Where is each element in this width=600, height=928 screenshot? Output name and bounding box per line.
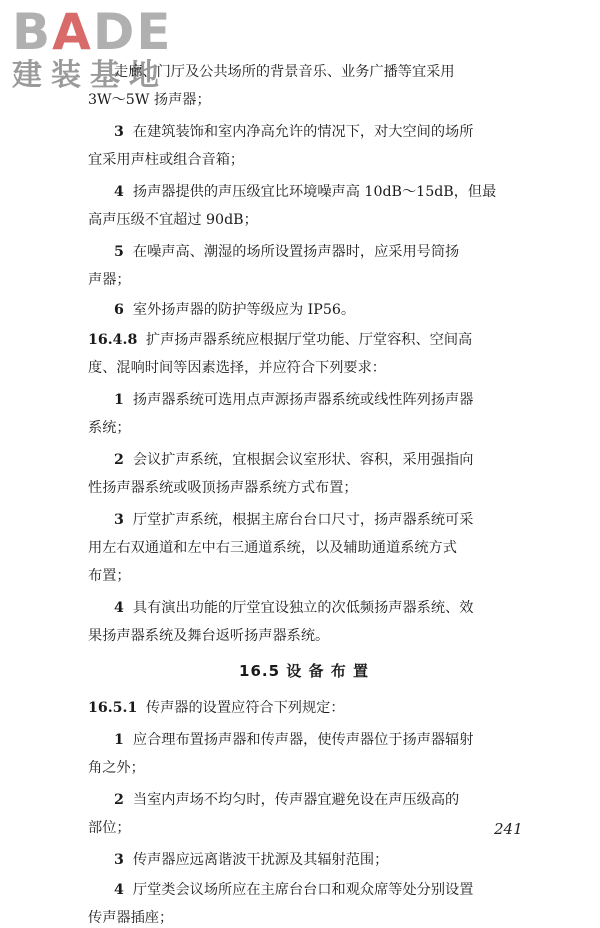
text-line: 3W～5W 扬声器； bbox=[88, 92, 211, 108]
text-line: 度、混响时间等因素选择，并应符合下列要求： bbox=[88, 360, 386, 376]
section-title: 16.5 设 备 布 置 bbox=[239, 662, 369, 680]
text-line: 部位； bbox=[88, 820, 131, 836]
text-line: 宜采用声柱或组合音箱； bbox=[88, 152, 245, 168]
watermark-logo bbox=[12, 4, 182, 99]
watermark-latin: BADE bbox=[12, 3, 173, 61]
text-line: 用左右双通道和左中右三通道系统，以及辅助通道系统方式 bbox=[88, 540, 457, 556]
watermark-cjk: 建装基地 bbox=[12, 58, 168, 93]
page-number: 241 bbox=[494, 820, 523, 838]
list-item: 4 具有演出功能的厅堂宜设独立的次低频扬声器系统、效 bbox=[114, 600, 474, 616]
text-line: 布置； bbox=[88, 568, 131, 584]
text-line: 声器； bbox=[88, 272, 131, 288]
list-item: 3 厅堂扩声系统，根据主席台台口尺寸，扬声器系统可采 bbox=[114, 512, 474, 528]
list-item: 6 室外扬声器的防护等级应为 IP56。 bbox=[114, 302, 356, 318]
list-item: 2 会议扩声系统，宜根据会议室形状、容积，采用强指向 bbox=[114, 452, 474, 468]
list-item: 3 传声器应远离谐波干扰源及其辐射范围； bbox=[114, 852, 389, 868]
clause-paragraph: 16.5.1 传声器的设置应符合下列规定： bbox=[88, 700, 345, 716]
text-line: 走廊、门厅及公共场所的背景音乐、业务广播等宜采用 bbox=[114, 64, 455, 80]
text-line: 果扬声器系统及舞台返听扬声器系统。 bbox=[88, 628, 330, 644]
list-item: 1 应合理布置扬声器和传声器，使传声器位于扬声器辐射 bbox=[114, 732, 474, 748]
list-item: 3 在建筑装饰和室内净高允许的情况下，对大空间的场所 bbox=[114, 124, 474, 140]
text-line: 系统； bbox=[88, 420, 131, 436]
list-item: 5 在噪声高、潮湿的场所设置扬声器时，应采用号筒扬 bbox=[114, 244, 460, 260]
text-line: 高声压级不宜超过 90dB； bbox=[88, 212, 258, 228]
list-item: 1 扬声器系统可选用点声源扬声器系统或线性阵列扬声器 bbox=[114, 392, 474, 408]
text-line: 传声器插座； bbox=[88, 910, 174, 926]
list-item: 4 厅堂类会议场所应在主席台台口和观众席等处分别设置 bbox=[114, 882, 474, 898]
list-item: 4 扬声器提供的声压级宜比环境噪声高 10dB～15dB，但最 bbox=[114, 184, 497, 200]
list-item: 2 当室内声场不均匀时，传声器宜避免设在声压级高的 bbox=[114, 792, 460, 808]
text-line: 性扬声器系统或吸顶扬声器系统方式布置； bbox=[88, 480, 358, 496]
text-line: 角之外； bbox=[88, 760, 145, 776]
clause-paragraph: 16.4.8 扩声扬声器系统应根据厅堂功能、厅堂容积、空间高 bbox=[88, 332, 473, 348]
